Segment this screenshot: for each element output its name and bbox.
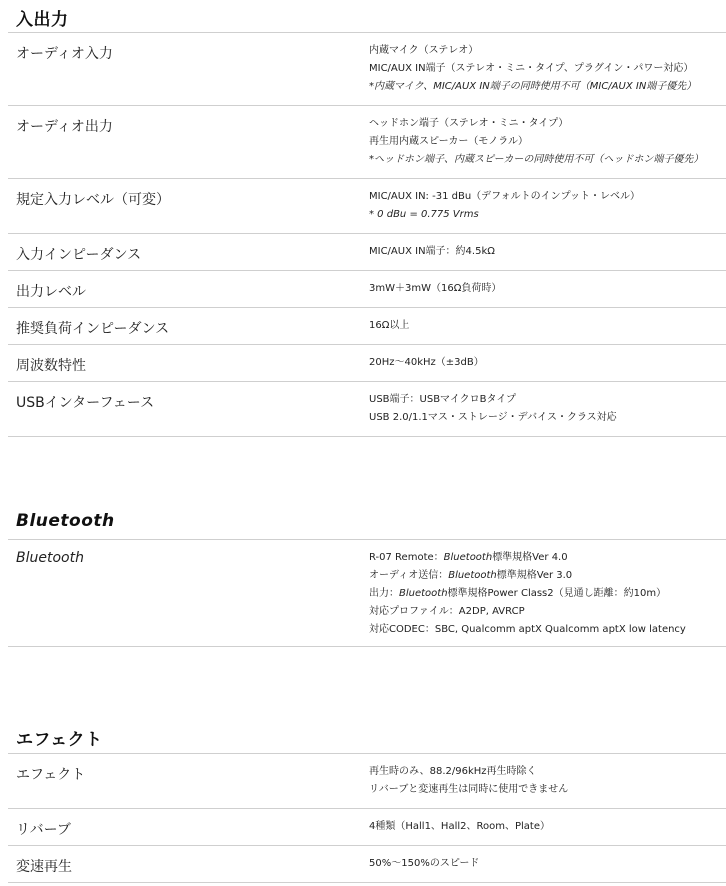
spec-value: リバーブと変速再生は同時に使用できません	[369, 784, 569, 795]
spec-label: 変速再生	[16, 859, 72, 875]
section-title-io: 入出力	[16, 10, 69, 30]
spec-value: 対応CODEC：SBC, Qualcomm aptX Qualcomm aptX low latency	[369, 624, 686, 635]
spec-table-io	[8, 32, 726, 437]
spec-value: USB端子：USBマイクロBタイプ	[369, 394, 517, 405]
spec-value: 内蔵マイク（ステレオ）	[369, 45, 479, 56]
spec-value: MIC/AUX IN端子（ステレオ・ミニ・タイプ、プラグイン・パワー対応）	[369, 63, 694, 74]
spec-value: USB 2.0/1.1マス・ストレージ・デバイス・クラス対応	[369, 412, 617, 423]
spec-value: 対応プロファイル：A2DP, AVRCP	[369, 606, 525, 617]
spec-value: 50%～150%のスピード	[369, 858, 480, 869]
spec-label: USBインターフェース	[16, 395, 155, 411]
spec-label: Bluetooth	[16, 550, 84, 566]
spec-row-reverb	[8, 809, 726, 846]
spec-label: リバーブ	[16, 822, 71, 838]
spec-label: 推奨負荷インピーダンス	[16, 321, 170, 337]
spec-label: 入力インピーダンス	[16, 247, 142, 263]
spec-value: 20Hz～40kHz（±3dB）	[369, 357, 484, 368]
spec-label: 出力レベル	[16, 284, 86, 300]
spec-row-usb	[8, 382, 726, 437]
spec-value: 再生時のみ、88.2/96kHz再生時除く	[369, 766, 537, 777]
spec-row-audio-output	[8, 106, 726, 179]
spec-value: 出力：Bluetooth標準規格Power Class2（見通し距離：約10m）	[369, 588, 667, 599]
spec-row-bluetooth	[8, 540, 726, 647]
spec-row-frequency-response	[8, 345, 726, 382]
spec-row-output-level	[8, 271, 726, 308]
spec-table-effects	[8, 753, 726, 883]
spec-value: 16Ω以上	[369, 320, 410, 331]
spec-row-variable-speed	[8, 846, 726, 883]
spec-note: *内蔵マイク、MIC/AUX IN端子の同時使用不可（MIC/AUX IN端子優先）	[369, 81, 697, 92]
section-title-bluetooth: Bluetooth	[16, 511, 115, 531]
spec-label: 規定入力レベル（可変）	[16, 192, 170, 208]
spec-value: 4種類（Hall1、Hall2、Room、Plate）	[369, 821, 550, 832]
spec-note: * 0 dBu = 0.775 Vrms	[369, 209, 479, 220]
spec-row-input-impedance	[8, 234, 726, 271]
spec-row-audio-input	[8, 33, 726, 106]
section-title-effects: エフェクト	[16, 730, 103, 750]
spec-value: オーディオ送信：Bluetooth標準規格Ver 3.0	[369, 570, 573, 581]
spec-label: 周波数特性	[16, 358, 86, 374]
spec-note: *ヘッドホン端子、内蔵スピーカーの同時使用不可（ヘッドホン端子優先）	[369, 154, 704, 165]
spec-row-load-impedance	[8, 308, 726, 345]
spec-row-input-level	[8, 179, 726, 234]
spec-label: オーディオ入力	[16, 46, 113, 62]
spec-value: MIC/AUX IN端子：約4.5kΩ	[369, 246, 495, 257]
spec-table-bluetooth	[8, 539, 726, 647]
spec-value: 再生用内蔵スピーカー（モノラル）	[369, 136, 528, 147]
spec-label: エフェクト	[16, 767, 86, 783]
spec-value: MIC/AUX IN: -31 dBu（デフォルトのインプット・レベル）	[369, 191, 640, 202]
spec-value: ヘッドホン端子（ステレオ・ミニ・タイプ）	[369, 118, 569, 129]
spec-value: 3mW＋3mW（16Ω負荷時）	[369, 283, 502, 294]
spec-row-effect	[8, 754, 726, 809]
spec-value: R-07 Remote：Bluetooth標準規格Ver 4.0	[369, 552, 568, 563]
spec-label: オーディオ出力	[16, 119, 113, 135]
